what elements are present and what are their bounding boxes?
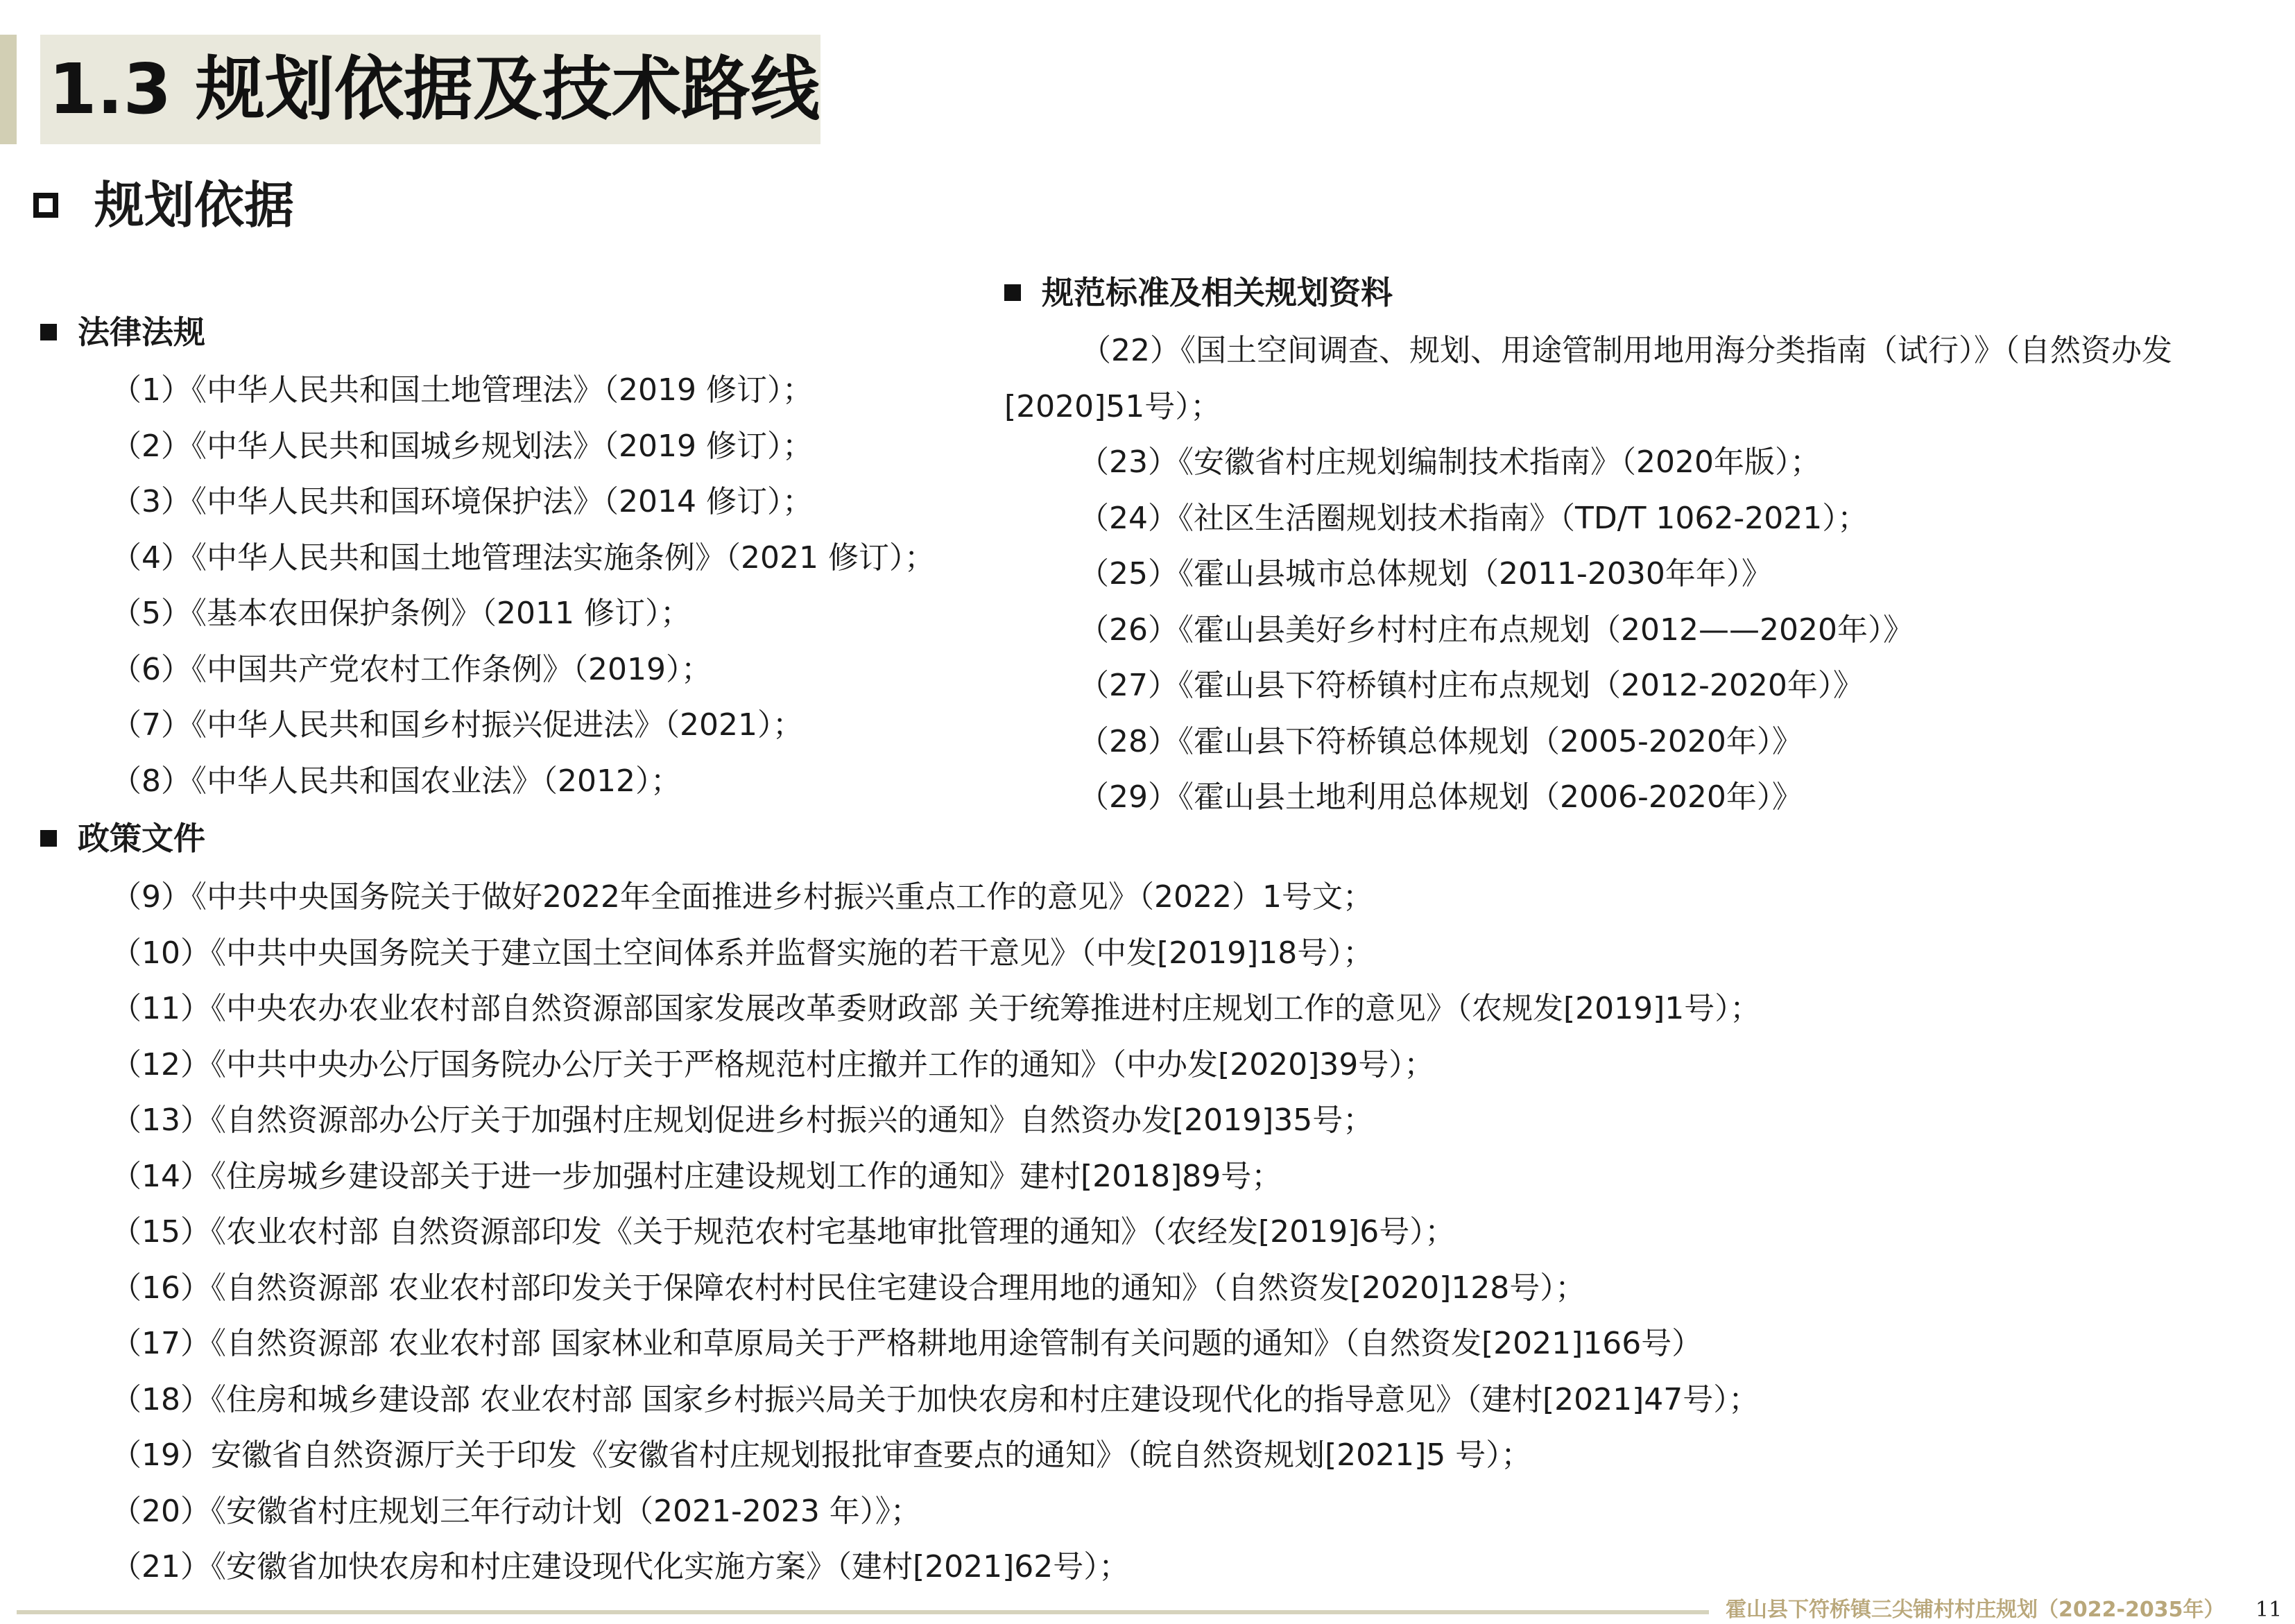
footer-divider <box>17 1610 1709 1614</box>
list-item: （8）《中华人民共和国农业法》（2012）； <box>111 763 681 799</box>
list-item: （24）《社区生活圈规划技术指南》（TD/T 1062-2021）； <box>1078 500 1868 536</box>
list-item: （27）《霍山县下符桥镇村庄布点规划（2012-2020年）》 <box>1078 668 1864 703</box>
standards-list <box>1004 323 2246 435</box>
hollow-square-icon <box>33 193 58 218</box>
title-accent-bar <box>0 35 17 144</box>
list-item: （13）《自然资源部办公厅关于加强村庄规划促进乡村振兴的通知》自然资办发[2019]35号； <box>111 1103 1374 1138</box>
list-item: （23）《安徽省村庄规划编制技术指南》（2020年版）； <box>1078 444 1821 480</box>
list-item: （11）《中央农办农业农村部自然资源部国家发展改革委财政部 关于统筹推进村庄规划工作的意见》（农规发[2019]1号）； <box>111 991 1761 1026</box>
list-item: （18）《住房和城乡建设部 农业农村部 国家乡村振兴局关于加快农房和村庄建设现代化的指导意见》（建村[2021]47号）； <box>111 1381 1760 1417</box>
list-item: （25）《霍山县城市总体规划（2011-2030年年）》 <box>1078 556 1772 591</box>
list-item: （19）安徽省自然资源厅关于印发《安徽省村庄规划报批审查要点的通知》（皖自然资规划[2021]5 号）； <box>111 1437 1532 1473</box>
standards-heading <box>1004 270 1393 315</box>
laws-heading-label: 法律法规 <box>78 313 205 351</box>
list-item: （21）《安徽省加快农房和村庄建设现代化实施方案》（建村[2021]62号）； <box>111 1549 1130 1584</box>
policies-heading-label: 政策文件 <box>78 820 205 857</box>
list-item: （29）《霍山县土地利用总体规划（2006-2020年）》 <box>1078 779 1803 815</box>
list-item: （1）《中华人民共和国土地管理法》（2019 修订）； <box>111 372 813 408</box>
list-item: （16）《自然资源部 农业农村部印发关于保障农村村民住宅建设合理用地的通知》（自然资发[2020]128号）； <box>111 1270 1586 1306</box>
section-heading <box>33 172 294 239</box>
policies-heading <box>40 816 205 861</box>
list-item: （7）《中华人民共和国乡村振兴促进法》（2021）； <box>111 707 803 743</box>
section-title: 规划依据 <box>94 176 295 234</box>
laws-list <box>111 363 935 809</box>
policies-list <box>111 870 1760 1596</box>
list-item: （14）《住房城乡建设部关于进一步加强村庄建设规划工作的通知》建村[2018]89号； <box>111 1158 1282 1194</box>
list-item: （15）《农业农村部 自然资源部印发《关于规范农村宅基地审批管理的通知》（农经发[2019]6号）； <box>111 1214 1456 1250</box>
square-bullet-icon <box>1004 284 1021 301</box>
list-item: （9）《中共中央国务院关于做好2022年全面推进乡村振兴重点工作的意见》（2022）1号文； <box>111 879 1373 915</box>
page-title: 1.3 规划依据及技术路线 <box>49 49 820 130</box>
list-item: （12）《中共中央办公厅国务院办公厅关于严格规范村庄撤并工作的通知》（中办发[2020]39号）； <box>111 1046 1435 1082</box>
laws-heading <box>40 310 205 354</box>
standards-list-continued <box>1078 435 1914 826</box>
list-item: （28）《霍山县下符桥镇总体规划（2005-2020年）》 <box>1078 723 1803 759</box>
list-item: （20）《安徽省村庄规划三年行动计划（2021-2023 年）》； <box>111 1493 921 1529</box>
list-item: （3）《中华人民共和国环境保护法》（2014 修订）； <box>111 484 813 519</box>
list-item: （22）《国土空间调查、规划、用途管制用地用海分类指南（试行）》（自然资办发[2020]51号）； <box>1004 333 2172 424</box>
list-item: （10）《中共中央国务院关于建立国土空间体系并监督实施的若干意见》（中发[2019]18号）； <box>111 935 1374 971</box>
list-item: （17）《自然资源部 农业农村部 国家林业和草原局关于严格耕地用途管制有关问题的通知》（自然资发[2021]166号） <box>111 1326 1703 1361</box>
list-item: （4）《中华人民共和国土地管理法实施条例》（2021 修订）； <box>111 539 935 576</box>
list-item: （2）《中华人民共和国城乡规划法》（2019 修订）； <box>111 428 813 464</box>
page-number: 11 <box>2255 1598 2283 1622</box>
list-item: （5）《基本农田保护条例》（2011 修订）； <box>111 596 691 631</box>
standards-heading-label: 规范标准及相关规划资料 <box>1042 274 1393 311</box>
list-item: （6）《中国共产党农村工作条例》（2019）； <box>111 651 712 687</box>
list-item: （26）《霍山县美好乡村村庄布点规划（2012——2020年）》 <box>1078 612 1914 648</box>
square-bullet-icon <box>40 830 57 847</box>
square-bullet-icon <box>40 324 57 340</box>
footer-project-name: 霍山县下符桥镇三尖铺村村庄规划（2022-2035年） <box>1726 1598 2225 1622</box>
